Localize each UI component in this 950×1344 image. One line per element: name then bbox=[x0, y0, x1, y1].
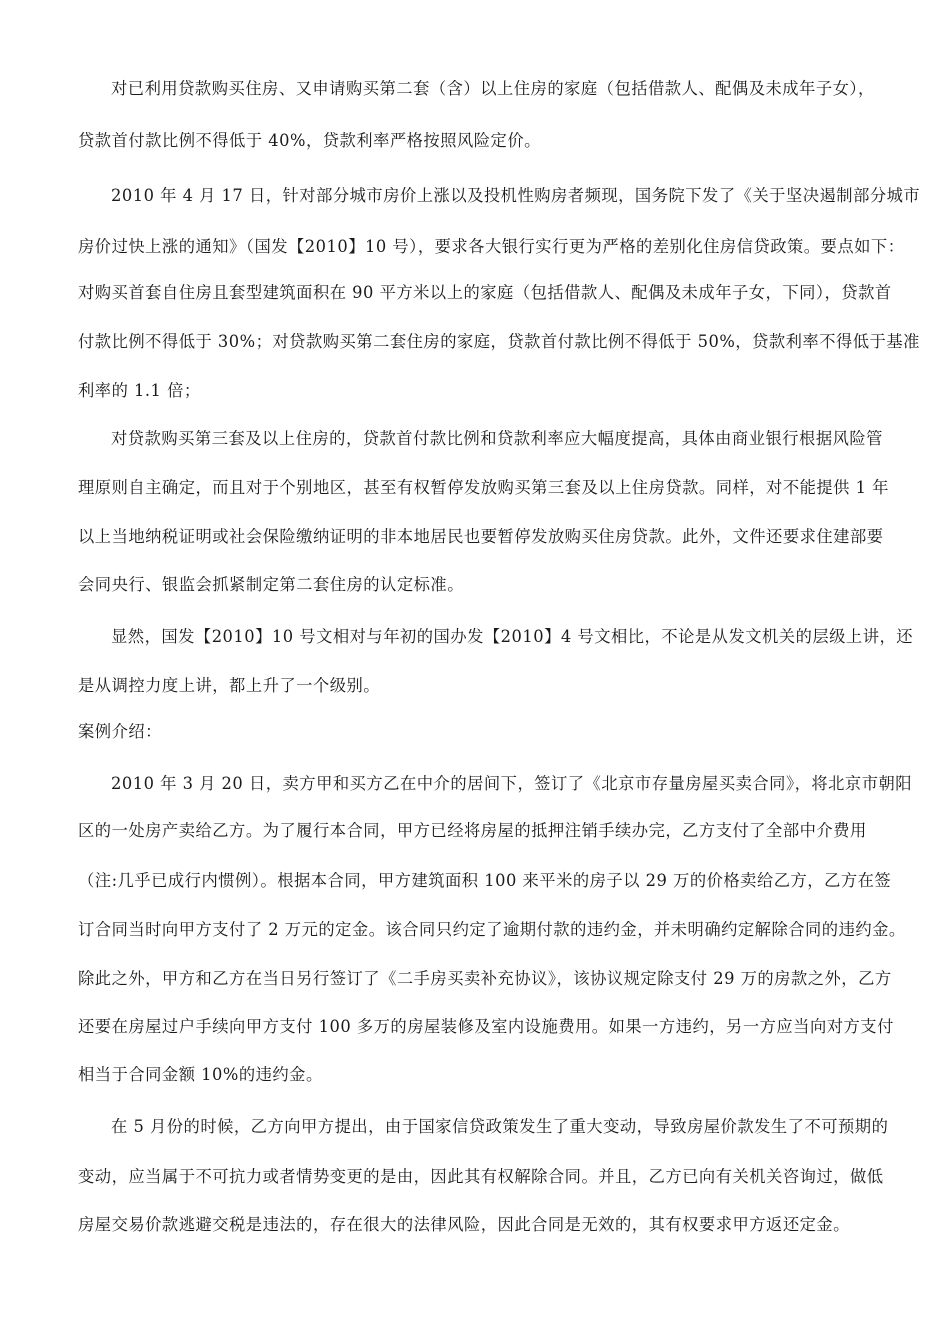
text-line: 还要在房屋过户手续向甲方支付 100 多万的房屋装修及室内设施费用。如果一方违约，另一方应当向对方支付 bbox=[78, 1017, 894, 1036]
text-line: 房屋交易价款逃避交税是违法的，存在很大的法律风险，因此合同是无效的，其有权要求甲方返还定金。 bbox=[78, 1215, 850, 1234]
text-line: 订合同当时向甲方支付了 2 万元的定金。该合同只约定了逾期付款的违约金，并未明确约定解除合同的违约金。 bbox=[78, 920, 906, 939]
text-line: 区的一处房产卖给乙方。为了履行本合同，甲方已经将房屋的抵押注销手续办完，乙方支付了全部中介费用 bbox=[78, 821, 867, 840]
text-line: 除此之外，甲方和乙方在当日另行签订了《二手房买卖补充协议》，该协议规定除支付 29 万的房款之外，乙方 bbox=[78, 969, 892, 988]
text-line: 会同央行、银监会抓紧制定第二套住房的认定标准。 bbox=[78, 575, 464, 594]
text-line: 房价过快上涨的通知》（国发【2010】10 号），要求各大银行实行更为严格的差别化住房信贷政策。要点如下： bbox=[78, 237, 905, 256]
text-line: 是从调控力度上讲，都上升了一个级别。 bbox=[78, 676, 381, 695]
text-line: 2010 年 4 月 17 日，针对部分城市房价上涨以及投机性购房者频现，国务院下发了《关于坚决遏制部分城市 bbox=[111, 186, 921, 205]
text-line: 相当于合同金额 10%的违约金。 bbox=[78, 1065, 323, 1084]
section-heading: 案例介绍： bbox=[78, 722, 162, 741]
text-line: 2010 年 3 月 20 日，卖方甲和买方乙在中介的居间下，签订了《北京市存量房屋买卖合同》，将北京市朝阳 bbox=[111, 774, 913, 793]
text-line: 理原则自主确定，而且对于个别地区，甚至有权暂停发放购买第三套及以上住房贷款。同样，对不能提供 1 年 bbox=[78, 478, 889, 497]
text-line: 对已利用贷款购买住房、又申请购买第二套（含）以上住房的家庭（包括借款人、配偶及未成年子女）， bbox=[111, 79, 875, 98]
text-line: 显然，国发【2010】10 号文相对与年初的国办发【2010】4 号文相比，不论是从发文机关的层级上讲，还 bbox=[111, 627, 914, 646]
text-line: 在 5 月份的时候，乙方向甲方提出，由于国家信贷政策发生了重大变动，导致房屋价款发生了不可预期的 bbox=[111, 1117, 889, 1136]
text-line: 利率的 1.1 倍； bbox=[78, 381, 201, 400]
text-line: 付款比例不得低于 30%；对贷款购买第二套住房的家庭，贷款首付款比例不得低于 50%，贷款利率不得低于基准 bbox=[78, 332, 920, 351]
text-line: 以上当地纳税证明或社会保险缴纳证明的非本地居民也要暂停发放购买住房贷款。此外，文件还要求住建部要 bbox=[78, 527, 884, 546]
text-line: 对贷款购买第三套及以上住房的，贷款首付款比例和贷款利率应大幅度提高，具体由商业银行根据风险管 bbox=[111, 429, 883, 448]
text-line: 变动，应当属于不可抗力或者情势变更的是由，因此其有权解除合同。并且，乙方已向有关机关咨询过，做低 bbox=[78, 1167, 884, 1186]
text-line: 对购买首套自住房且套型建筑面积在 90 平方米以上的家庭（包括借款人、配偶及未成年子女，下同），贷款首 bbox=[78, 283, 892, 302]
text-line: （注:几乎已成行内惯例）。根据本合同，甲方建筑面积 100 来平米的房子以 29 万的价格卖给乙方，乙方在签 bbox=[78, 871, 892, 890]
text-line: 贷款首付款比例不得低于 40%，贷款利率严格按照风险定价。 bbox=[78, 131, 541, 150]
